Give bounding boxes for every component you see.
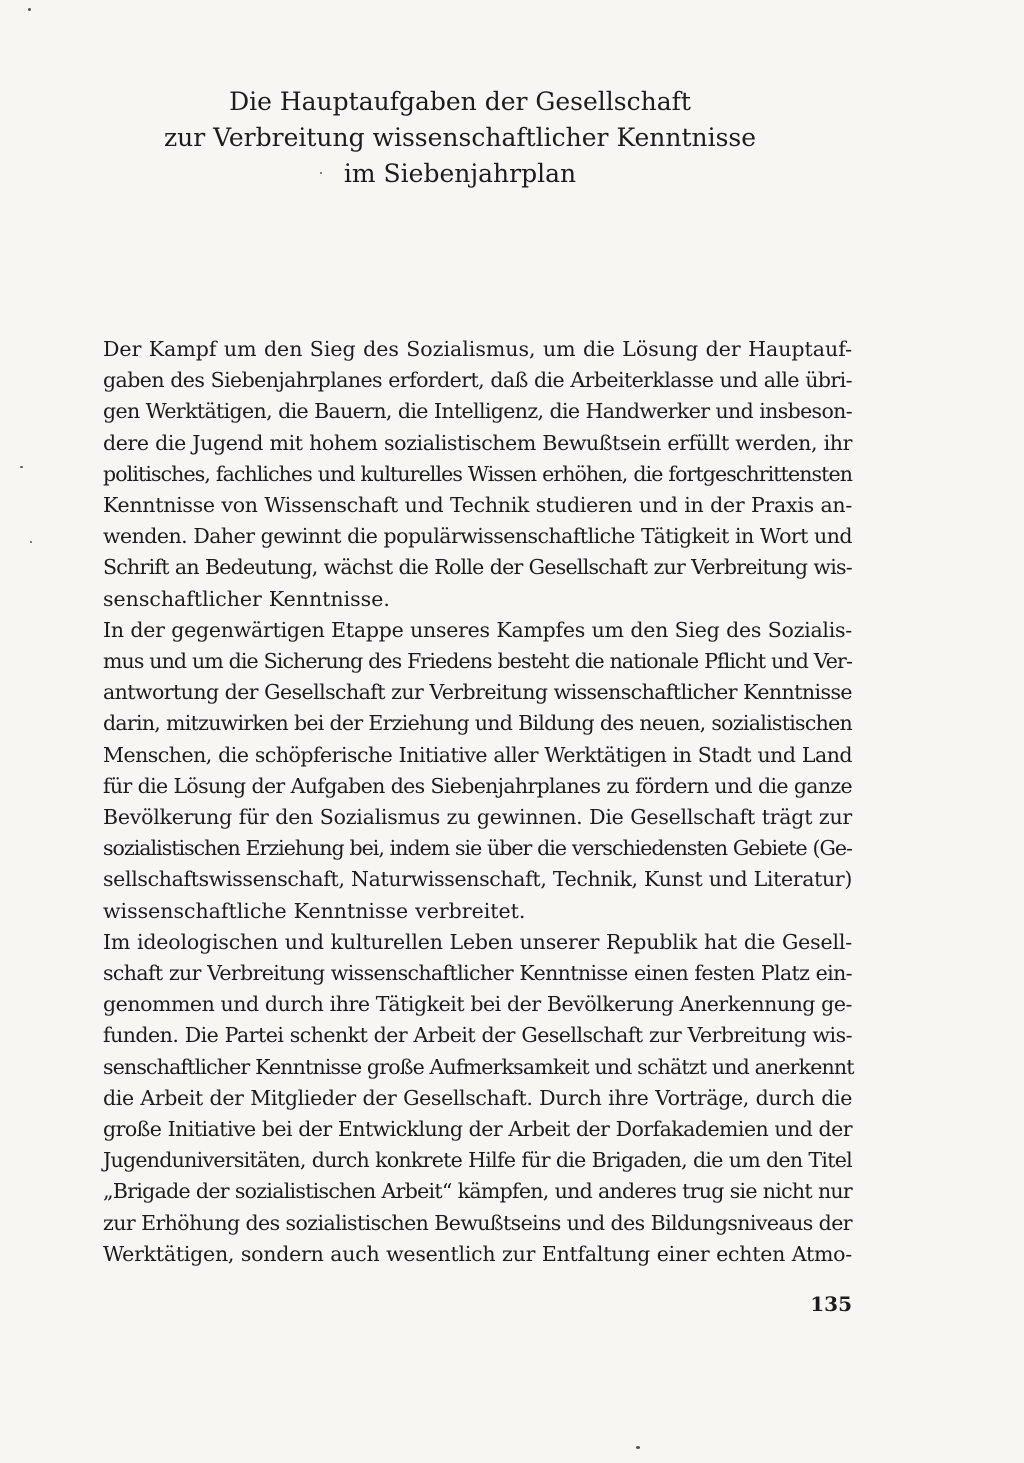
- text-line: gaben des Siebenjahrplanes erfordert, daß die Arbeiterklasse und alle übri-: [103, 368, 852, 393]
- chapter-title: [0, 84, 920, 192]
- text-line: dere die Jugend mit hohem sozialistischem Bewußtsein erfüllt werden, ihr: [103, 430, 852, 455]
- title-line-2: zur Verbreitung wissenschaftlicher Kenntnisse: [163, 123, 757, 152]
- scan-speck: [30, 541, 32, 543]
- scan-speck: [320, 172, 322, 174]
- text-line: Menschen, die schöpferische Initiative aller Werktätigen in Stadt und Land: [103, 742, 852, 767]
- text-line: senschaftlicher Kenntnisse große Aufmerksamkeit und schätzt und anerkennt: [103, 1054, 854, 1079]
- text-line: Kenntnisse von Wissenschaft und Technik studieren und in der Praxis an-: [103, 493, 852, 518]
- title-line-3: im Siebenjahrplan: [343, 159, 577, 188]
- text-line: Jugenduniversitäten, durch konkrete Hilfe für die Brigaden, die um den Titel: [103, 1148, 852, 1173]
- text-line: mus und um die Sicherung des Friedens besteht die nationale Pflicht und Ver-: [103, 649, 852, 674]
- body-text: [103, 334, 852, 1270]
- scan-speck: [20, 466, 23, 468]
- text-line: sozialistischen Erziehung bei, indem sie über die verschiedensten Gebiete (Ge-: [103, 836, 852, 861]
- text-line: wissenschaftliche Kenntnisse verbreitet.: [103, 898, 526, 923]
- text-line: Im ideologischen und kulturellen Leben unserer Republik hat die Gesell-: [103, 929, 852, 954]
- text-line: „Brigade der sozialistischen Arbeit“ kämpfen, und anderes trug sie nicht nur: [103, 1179, 852, 1204]
- text-line: senschaftlicher Kenntnisse.: [103, 586, 390, 611]
- scan-speck: [28, 8, 31, 11]
- text-line: politisches, fachliches und kulturelles Wissen erhöhen, die fortgeschrittensten: [103, 461, 852, 486]
- text-line: Bevölkerung für den Sozialismus zu gewinnen. Die Gesellschaft trägt zur: [103, 805, 852, 830]
- text-line: antwortung der Gesellschaft zur Verbreitung wissenschaftlicher Kenntnisse: [103, 680, 852, 705]
- text-line: für die Lösung der Aufgaben des Siebenjahrplanes zu fördern und die ganze: [103, 773, 852, 798]
- text-line: Werktätigen, sondern auch wesentlich zur Entfaltung einer echten Atmo-: [103, 1241, 852, 1266]
- text-line: sellschaftswissenschaft, Naturwissenschaft, Technik, Kunst und Literatur): [103, 867, 852, 892]
- paragraph-2: [103, 615, 852, 927]
- text-line: große Initiative bei der Entwicklung der Arbeit der Dorfakademien und der: [103, 1117, 852, 1142]
- text-line: darin, mitzuwirken bei der Erziehung und Bildung des neuen, sozialistischen: [103, 711, 852, 736]
- text-line: Der Kampf um den Sieg des Sozialismus, um die Lösung der Hauptauf-: [103, 337, 852, 361]
- text-line: schaft zur Verbreitung wissenschaftlicher Kenntnisse einen festen Platz ein-: [103, 961, 852, 986]
- text-line: wenden. Daher gewinnt die populärwissenschaftliche Tätigkeit in Wort und: [103, 524, 852, 549]
- text-line: genommen und durch ihre Tätigkeit bei der Bevölkerung Anerkennung ge-: [103, 992, 852, 1017]
- text-line: In der gegenwärtigen Etappe unseres Kampfes um den Sieg des Sozialis-: [103, 617, 852, 642]
- paragraph-1: [103, 334, 852, 615]
- scan-speck: [636, 1446, 640, 1449]
- text-line: die Arbeit der Mitglieder der Gesellschaft. Durch ihre Vorträge, durch die: [103, 1085, 852, 1110]
- text-line: Schrift an Bedeutung, wächst die Rolle der Gesellschaft zur Verbreitung wis-: [103, 555, 852, 580]
- title-line-1: Die Hauptaufgaben der Gesellschaft: [229, 87, 691, 116]
- page-number: 135: [810, 1292, 852, 1316]
- text-line: funden. Die Partei schenkt der Arbeit der Gesellschaft zur Verbreitung wis-: [103, 1023, 852, 1048]
- text-line: zur Erhöhung des sozialistischen Bewußtseins und des Bildungsniveaus der: [103, 1210, 852, 1235]
- paragraph-3: [103, 927, 852, 1270]
- text-line: gen Werktätigen, die Bauern, die Intelligenz, die Handwerker und insbeson-: [103, 399, 852, 424]
